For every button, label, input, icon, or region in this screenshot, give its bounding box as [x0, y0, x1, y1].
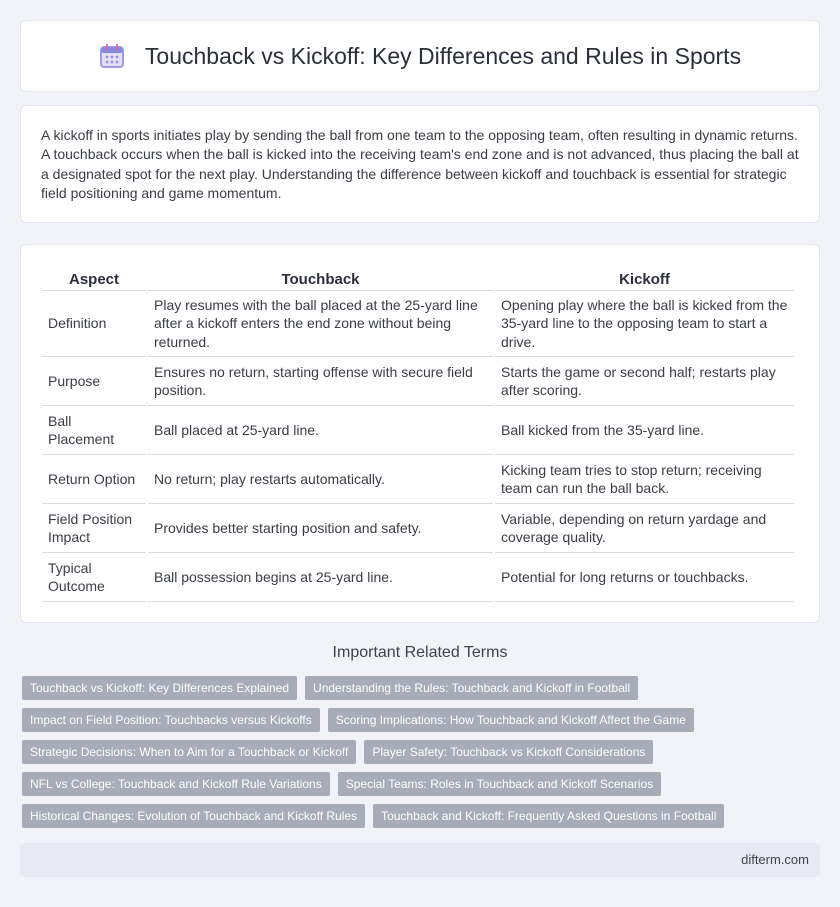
cell-aspect: Return Option — [42, 455, 146, 504]
cell-aspect: Definition — [42, 291, 146, 357]
cell-touchback: Ball placed at 25-yard line. — [148, 406, 493, 455]
related-term-link[interactable]: Scoring Implications: How Touchback and Kickoff Affect the Game — [328, 708, 694, 732]
cell-kickoff: Kicking team tries to stop return; receiving team can run the ball back. — [495, 455, 794, 504]
cell-kickoff: Opening play where the ball is kicked from the 35-yard line to the opposing team to start a drive. — [495, 291, 794, 357]
related-terms-title: Important Related Terms — [332, 644, 508, 661]
site-name[interactable]: difterm.com — [741, 852, 809, 867]
table-row — [42, 357, 794, 406]
related-term-link[interactable]: Impact on Field Position: Touchbacks versus Kickoffs — [22, 708, 320, 732]
cell-kickoff: Starts the game or second half; restarts play after scoring. — [495, 357, 794, 406]
tag-row — [22, 708, 812, 732]
related-term-link[interactable]: Understanding the Rules: Touchback and Kickoff in Football — [305, 676, 638, 700]
related-term-link[interactable]: Special Teams: Roles in Touchback and Kickoff Scenarios — [338, 772, 662, 796]
related-term-link[interactable]: Player Safety: Touchback vs Kickoff Considerations — [364, 740, 653, 764]
tag-row — [22, 676, 812, 700]
intro-card — [20, 105, 820, 223]
cell-touchback: Ball possession begins at 25-yard line. — [148, 553, 493, 602]
cell-aspect: Ball Placement — [42, 406, 146, 455]
tag-row — [22, 772, 812, 796]
page-title: Touchback vs Kickoff: Key Differences and Rules in Sports — [144, 42, 742, 69]
comparison-table-card — [20, 244, 820, 623]
cell-aspect: Typical Outcome — [42, 553, 146, 602]
calendar-icon — [99, 43, 125, 69]
tag-row — [22, 740, 812, 764]
cell-kickoff: Variable, depending on return yardage and coverage quality. — [495, 504, 794, 553]
column-header-kickoff: Kickoff — [495, 265, 794, 291]
footer — [20, 843, 820, 877]
cell-aspect: Purpose — [42, 357, 146, 406]
table-row — [42, 553, 794, 602]
cell-aspect: Field Position Impact — [42, 504, 146, 553]
cell-touchback: Provides better starting position and safety. — [148, 504, 493, 553]
related-term-link[interactable]: Strategic Decisions: When to Aim for a Touchback or Kickoff — [22, 740, 356, 764]
tag-row — [22, 804, 812, 828]
related-term-link[interactable]: Historical Changes: Evolution of Touchback and Kickoff Rules — [22, 804, 365, 828]
column-header-touchback: Touchback — [148, 265, 493, 291]
cell-touchback: No return; play restarts automatically. — [148, 455, 493, 504]
related-term-link[interactable]: Touchback and Kickoff: Frequently Asked Questions in Football — [373, 804, 724, 828]
table-row — [42, 504, 794, 553]
table-row — [42, 291, 794, 357]
related-term-link[interactable]: NFL vs College: Touchback and Kickoff Rule Variations — [22, 772, 330, 796]
table-header-row — [42, 265, 794, 291]
table-row — [42, 406, 794, 455]
table-row — [42, 455, 794, 504]
cell-touchback: Play resumes with the ball placed at the 25-yard line after a kickoff enters the end zone without being returned. — [148, 291, 493, 357]
column-header-aspect: Aspect — [42, 265, 146, 291]
comparison-table — [40, 265, 796, 602]
related-term-link[interactable]: Touchback vs Kickoff: Key Differences Explained — [22, 676, 297, 700]
cell-kickoff: Potential for long returns or touchbacks. — [495, 553, 794, 602]
cell-kickoff: Ball kicked from the 35-yard line. — [495, 406, 794, 455]
header-card — [20, 20, 820, 92]
intro-text: A kickoff in sports initiates play by sending the ball from one team to the opposing team, often resulting in dynamic returns. A touchback occurs when the ball is kicked into the receiving team's end zone and is not advanced, thus placing the ball at a designated spot for the next play. Understanding the difference between kickoff and touchback is essential for strategic field positioning and game momentum. — [41, 127, 799, 202]
cell-touchback: Ensures no return, starting offense with secure field position. — [148, 357, 493, 406]
related-terms-list — [22, 676, 812, 836]
